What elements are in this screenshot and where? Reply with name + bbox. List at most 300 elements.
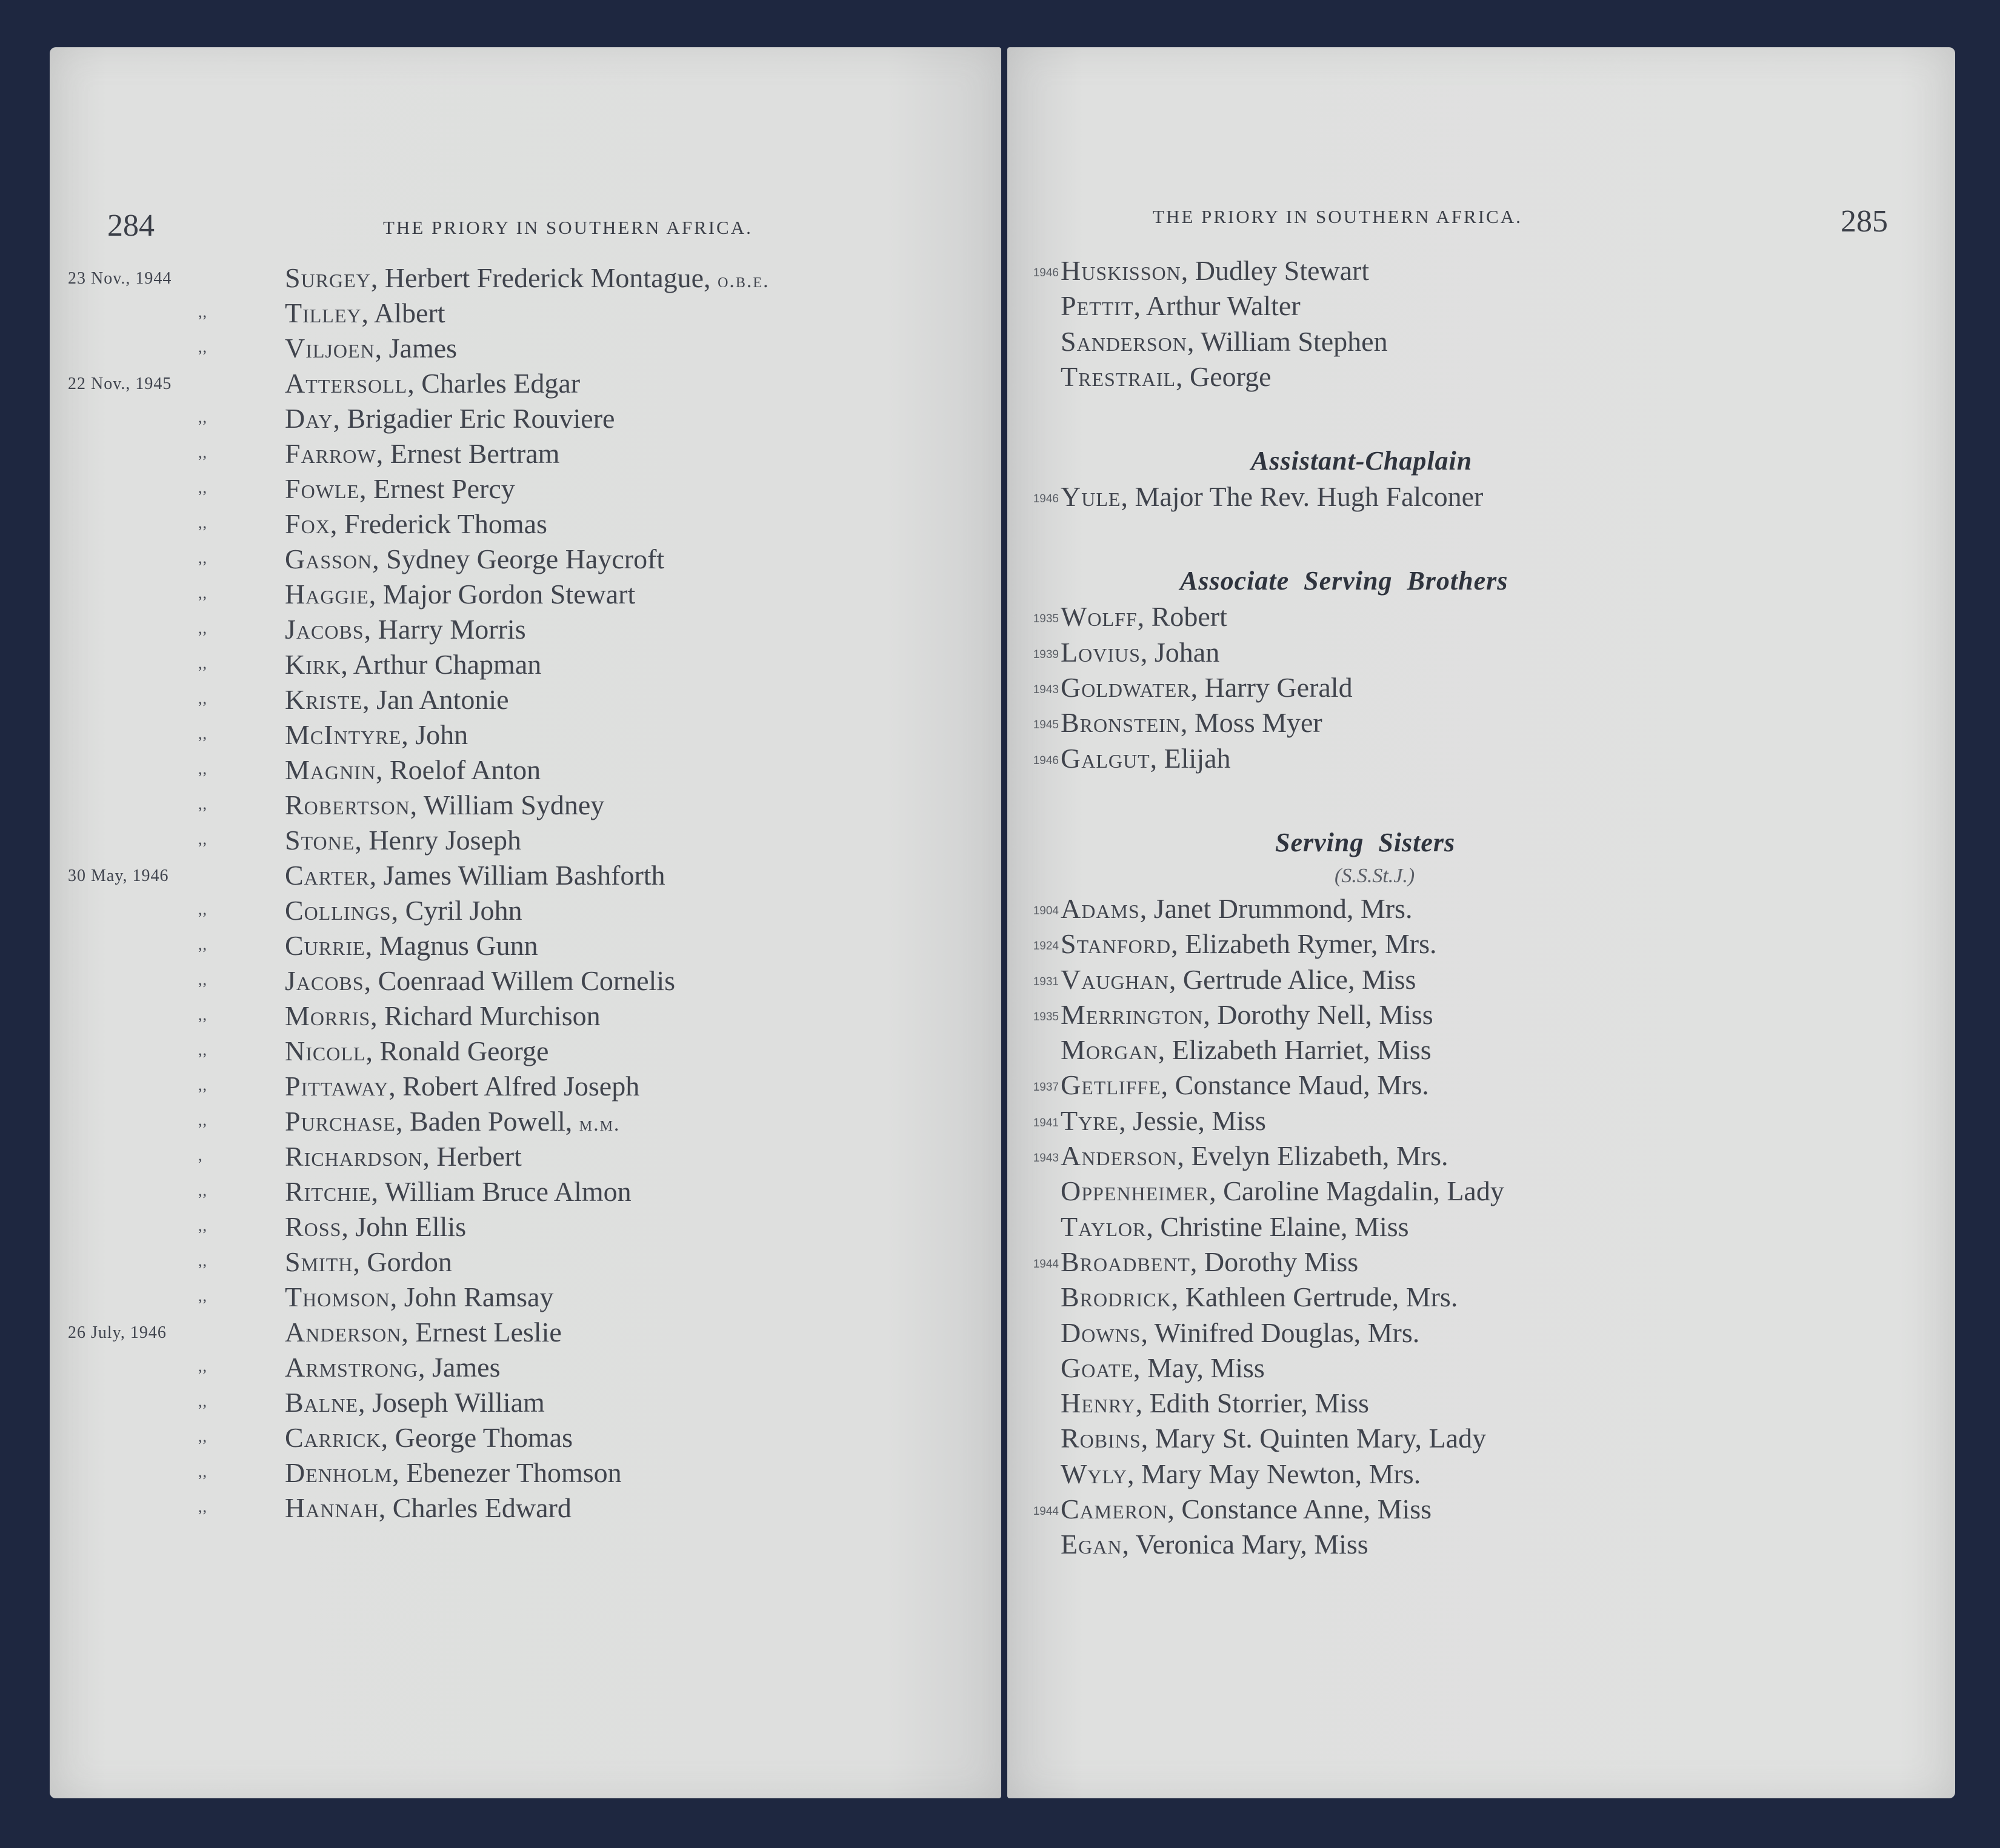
roll-entry [1007,324,1955,359]
ditto-mark: ,, [198,795,207,813]
entry-given-names: , May, Miss [1133,1352,1265,1383]
entry-given-names: , Cyril John [391,895,522,926]
entry-name [1061,928,1436,960]
entry-given-names: , Elizabeth Rymer, Mrs. [1171,928,1437,960]
entry-given-names: , Robert [1137,601,1227,633]
entry-name [1061,1458,1421,1490]
entry-surname: Armstrong [285,1352,419,1383]
entry-given-names: , Herbert Frederick Montague, [370,262,718,293]
entry-year: 1946 [1033,754,1059,767]
entry-given-names: , Veronica Mary, Miss [1122,1529,1368,1560]
roll-entry [1007,1527,1955,1562]
entry-name [1061,636,1219,668]
roll-entry [50,1139,1001,1174]
entry-name [285,859,665,891]
roll-entry [1007,891,1955,926]
entry-surname: Surgey [285,262,371,293]
entry-given-names: , James [375,333,458,364]
ditto-mark: ,, [198,549,207,567]
entry-name [285,297,445,329]
entry-given-names: , Christine Elaine, Miss [1146,1211,1409,1242]
entry-surname: Purchase [285,1106,396,1137]
running-head: THE PRIORY IN SOUTHERN AFRICA. [383,217,753,238]
entry-surname: Jacobs [285,614,364,645]
entry-given-names: , Arthur Chapman [341,649,542,680]
entry-name [1061,325,1388,357]
entry-date: 23 Nov., 1944 [68,269,172,288]
entry-name [285,1070,639,1102]
entry-name [285,1492,572,1524]
entry-given-names: , Charles Edward [378,1492,572,1523]
roll-entry [50,1455,1001,1491]
entry-given-names: , Elijah [1150,742,1231,774]
roll-entry [1007,1351,1955,1386]
entry-given-names: , James [418,1352,501,1383]
entry-year: 1946 [1033,267,1059,279]
entry-given-names: , Magnus Gunn [365,930,538,961]
section-heading [1007,551,1955,599]
entry-name [285,1316,562,1348]
left-page [50,47,1001,1798]
entry-given-names: , John Ramsay [390,1281,554,1312]
entry-surname: Attersoll [285,368,408,399]
entry-name [285,1175,632,1208]
entry-year: 1944 [1033,1257,1059,1271]
entry-given-names: , Mary May Newton, Mrs. [1127,1458,1421,1489]
entry-given-names: , Janet Drummond, Mrs. [1139,892,1413,924]
roll-entry [50,1315,1001,1350]
entry-surname: Yule [1061,481,1121,513]
entry-surname: Viljoen [285,333,375,364]
ditto-mark: ,, [198,444,207,461]
roll-entry [50,1245,1001,1280]
ditto-mark: ,, [198,1463,207,1480]
entry-year: 1943 [1033,1152,1059,1165]
entry-name [1061,963,1416,995]
entry-surname: Fowle [285,473,359,504]
entry-surname: Hannah [285,1492,379,1523]
entry-name [285,1211,466,1243]
ditto-mark: ,, [198,303,207,321]
entry-surname: Goldwater [1061,672,1191,703]
entry-given-names: , Ebenezer Thomson [392,1457,622,1488]
entry-surname: Getliffe [1061,1069,1161,1101]
entry-year: 1939 [1033,648,1059,661]
entry-surname: Cameron [1061,1494,1168,1525]
entry-name [1061,1034,1432,1066]
entry-given-names: , Constance Maud, Mrs. [1161,1069,1429,1101]
entry-name [1061,1140,1448,1172]
entry-surname: Jacobs [285,965,364,996]
roll-entry [1007,1032,1955,1068]
roll-entry [1007,997,1955,1032]
entry-given-names: , Mary St. Quinten Mary, Lady [1141,1423,1487,1454]
entry-surname: Balne [285,1387,358,1418]
entry-given-names: , William Sydney [410,789,605,820]
ditto-mark: ,, [198,936,207,953]
entry-given-names: , George [1176,361,1272,392]
ditto-mark: ,, [198,1287,207,1305]
entry-given-names: , Jessie, Miss [1119,1105,1266,1136]
entry-name [1061,1317,1419,1349]
roll-entry [1007,926,1955,962]
entry-given-names: , Joseph William [358,1387,545,1418]
entry-surname: Stone [285,825,355,856]
ditto-mark: ,, [198,514,207,531]
section-gap [1007,514,1955,551]
roll-list [1007,253,1955,1563]
entry-name [285,1457,622,1489]
entry-name [285,965,675,997]
entry-given-names: , Kathleen Gertrude, Mrs. [1171,1281,1458,1313]
entry-given-names: , Ernest Leslie [401,1317,562,1348]
entry-surname: Vaughan [1061,963,1169,995]
entry-surname: Adams [1061,892,1140,924]
ditto-mark: ,, [198,1498,207,1515]
entry-name [285,1351,500,1383]
ditto-mark: , [198,1146,203,1164]
entry-given-names: , Sydney George Haycroft [372,543,665,574]
entry-name [285,473,515,505]
entry-name [285,683,509,716]
entry-surname: Nicoll [285,1035,366,1066]
ditto-mark: ,, [198,760,207,777]
section-gap [1007,394,1955,431]
entry-year: 1935 [1033,613,1059,626]
roll-entry [50,577,1001,612]
entry-surname: Kirk [285,649,341,680]
ditto-mark: ,, [198,1357,207,1375]
entry-name [285,613,526,645]
entry-surname: Tyre [1061,1105,1119,1136]
ditto-mark: ,, [198,1252,207,1269]
entry-name [1061,1493,1432,1525]
roll-entry [1007,253,1955,288]
entry-given-names: , Frederick Thomas [330,508,547,539]
roll-entry [1007,359,1955,394]
roll-entry [50,717,1001,753]
entry-name [1061,1246,1358,1278]
entry-surname: Haggie [285,579,369,610]
entry-name [285,754,541,786]
entry-given-names: , Moss Myer [1180,707,1322,739]
entry-surname: Wyly [1061,1458,1127,1489]
entry-given-names: , Brigadier Eric Rouviere [333,403,615,434]
roll-entry [50,858,1001,893]
entry-name [285,402,615,434]
entry-given-names: , Jan Antonie [362,684,509,715]
roll-entry [1007,1138,1955,1174]
roll-entry [50,366,1001,401]
page-number: 285 [1841,204,1888,239]
entry-name [285,1105,620,1137]
roll-entry [1007,1068,1955,1103]
entry-surname: Morgan [1061,1034,1158,1066]
entry-year: 1944 [1033,1505,1059,1518]
entry-given-names: , Arthur Walter [1133,290,1301,322]
entry-given-names: , James William Bashforth [369,860,665,891]
entry-surname: Lovius [1061,636,1141,668]
entry-given-names: , Harry Gerald [1190,672,1353,703]
entry-name [285,1246,452,1278]
roll-entry [1007,1315,1955,1351]
right-page [1007,47,1955,1798]
entry-surname: Oppenheimer [1061,1175,1210,1207]
entry-surname: Richardson [285,1141,423,1172]
entry-year: 1924 [1033,940,1059,953]
entry-surname: Currie [285,930,365,961]
entry-name [285,1421,573,1454]
entry-name [1061,999,1433,1031]
ditto-mark: ,, [198,830,207,848]
entry-year: 1904 [1033,904,1059,917]
roll-entry [50,1104,1001,1139]
roll-entry [1007,741,1955,776]
entry-name [1061,290,1301,322]
running-head: THE PRIORY IN SOUTHERN AFRICA. [1153,206,1522,227]
section-heading [1007,431,1955,479]
roll-entry [1007,635,1955,670]
entry-name [285,262,770,294]
ditto-mark: ,, [198,1182,207,1199]
roll-entry [50,1069,1001,1104]
entry-name [285,332,457,364]
ditto-mark: ,, [198,1428,207,1445]
entry-surname: Ross [285,1211,342,1242]
entry-given-names: , John Ellis [341,1211,467,1242]
roll-entry [50,1280,1001,1315]
entry-given-names: , George Thomas [381,1422,573,1453]
entry-name [285,719,468,751]
entry-given-names: , Coenraad Willem Cornelis [364,965,676,996]
entry-name [1061,254,1369,287]
entry-name [285,437,559,470]
ditto-mark: ,, [198,1076,207,1094]
entry-surname: McIntyre [285,719,402,750]
entry-surname: Gasson [285,543,373,574]
roll-entry [1007,1174,1955,1209]
roll-entry [50,682,1001,717]
entry-given-names: , Henry Joseph [355,825,522,856]
ditto-mark: ,, [198,971,207,988]
roll-entry [50,612,1001,647]
roll-entry [50,1209,1001,1245]
entry-name [285,578,635,610]
roll-entry [1007,1209,1955,1245]
entry-given-names: , Ernest Percy [359,473,515,504]
entry-surname: Tilley [285,297,362,328]
entry-surname: Galgut [1061,742,1150,774]
entry-name [285,1000,601,1032]
entry-name [1061,1281,1458,1313]
entry-surname: Wolff [1061,601,1138,633]
entry-surname: Pittaway [285,1071,389,1102]
entry-surname: Carter [285,860,370,891]
page-number: 284 [107,208,155,243]
entry-surname: Robins [1061,1423,1141,1454]
ditto-mark: ,, [198,654,207,672]
entry-given-names: , Albert [361,297,445,328]
entry-given-names: , Roelof Anton [376,754,541,785]
entry-given-names: , Ronald George [365,1035,549,1066]
roll-list [50,261,1001,1526]
entry-surname: Kriste [285,684,363,715]
entry-year: 1931 [1033,975,1059,988]
roll-entry [1007,670,1955,705]
entry-given-names: , Dorothy Nell, Miss [1203,999,1433,1030]
roll-entry [50,507,1001,542]
entry-surname: Robertson [285,789,410,820]
entry-given-names: , Baden Powell, [395,1106,579,1137]
entry-name [285,508,547,540]
roll-entry [50,436,1001,471]
roll-entry [50,928,1001,963]
roll-entry [1007,962,1955,997]
ditto-mark: ,, [198,619,207,637]
entry-given-names: , William Stephen [1187,325,1388,357]
roll-entry [50,1034,1001,1069]
section-subheading [1007,861,1955,891]
roll-entry [50,471,1001,507]
entry-name [285,789,604,821]
entry-year: 1941 [1033,1116,1059,1129]
entry-name [1061,1387,1369,1419]
entry-surname: Merrington [1061,999,1204,1030]
section-subheading-text: (S.S.St.J.) [1335,864,1415,887]
roll-entry [50,542,1001,577]
entry-given-names: , John [401,719,468,750]
entry-given-names: , Gertrude Alice, Miss [1168,963,1416,995]
roll-entry [50,296,1001,331]
entry-name [1061,671,1353,703]
entry-given-names: , Harry Morris [364,614,526,645]
entry-year: 1945 [1033,719,1059,732]
entry-surname: Stanford [1061,928,1172,960]
entry-surname: Smith [285,1246,353,1277]
entry-name [285,367,580,399]
roll-entry [1007,1245,1955,1280]
roll-entry [1007,1103,1955,1138]
entry-surname: Trestrail [1061,361,1176,392]
roll-entry [50,1385,1001,1420]
entry-surname: Denholm [285,1457,393,1488]
ditto-mark: ,, [198,1041,207,1059]
entry-name [1061,600,1227,633]
entry-given-names: , Evelyn Elizabeth, Mrs. [1177,1140,1448,1172]
roll-entry [1007,479,1955,514]
entry-date: 26 July, 1946 [68,1323,167,1342]
entry-surname: Thomson [285,1281,390,1312]
entry-given-names: , Caroline Magdalin, Lady [1209,1175,1504,1207]
entry-date: 30 May, 1946 [68,866,169,885]
entry-given-names: , Winifred Douglas, Mrs. [1141,1317,1420,1348]
entry-name [1061,1422,1486,1454]
entry-surname: Bronstein [1061,707,1181,739]
ditto-mark: ,, [198,338,207,356]
entry-given-names: , Major Gordon Stewart [368,579,636,610]
entry-surname: Broadbent [1061,1246,1190,1277]
entry-given-names: , Elizabeth Harriet, Miss [1158,1034,1432,1066]
entry-name [285,1386,545,1418]
roll-entry [1007,1280,1955,1315]
roll-entry [50,1491,1001,1526]
entry-name [1061,742,1231,774]
entry-surname: Carrick [285,1422,381,1453]
ditto-mark: ,, [198,725,207,742]
entry-given-names: , William Bruce Almon [371,1176,632,1207]
entry-surname: Farrow [285,438,376,469]
entry-surname: Ritchie [285,1176,372,1207]
ditto-mark: ,, [198,584,207,602]
entry-name [1061,1105,1266,1137]
ditto-mark: ,, [198,690,207,707]
entry-given-names: , Dudley Stewart [1181,255,1370,286]
ditto-mark: ,, [198,1392,207,1410]
entry-name [1061,1211,1409,1243]
section-heading-text: Associate Serving Brothers [1180,566,1508,596]
section-gap [1007,776,1955,813]
ditto-mark: ,, [198,479,207,496]
entry-surname: Egan [1061,1529,1122,1560]
entry-name [1061,1069,1429,1101]
ditto-mark: ,, [198,1217,207,1234]
entry-name [1061,1175,1504,1207]
entry-given-names: , Johan [1140,636,1220,668]
roll-entry [1007,1492,1955,1527]
entry-name [285,648,541,680]
entry-surname: Anderson [285,1317,402,1348]
entry-name [285,1035,548,1067]
entry-name [1061,361,1272,393]
entry-given-names: , Richard Murchison [370,1000,601,1031]
ditto-mark: ,, [198,1006,207,1023]
entry-name [1061,1528,1368,1560]
entry-surname: Morris [285,1000,371,1031]
entry-year: 1943 [1033,683,1059,697]
entry-name [285,929,538,962]
roll-entry [1007,599,1955,634]
ditto-mark: ,, [198,408,207,426]
roll-entry [50,788,1001,823]
entry-surname: Brodrick [1061,1281,1172,1313]
entry-name [285,894,522,926]
entry-surname: Collings [285,895,392,926]
roll-entry [50,823,1001,858]
section-heading-text: Assistant-Chaplain [1251,446,1473,476]
entry-given-names: , Dorothy Miss [1190,1246,1359,1277]
roll-entry [50,1420,1001,1455]
roll-entry [50,261,1001,296]
entry-surname: Huskisson [1061,255,1181,286]
entry-name [285,1140,522,1172]
section-heading-text: Serving Sisters [1275,827,1456,857]
entry-given-names: , Ernest Bertram [376,438,560,469]
ditto-mark: ,, [198,1111,207,1129]
ditto-mark: ,, [198,900,207,918]
entry-surname: Sanderson [1061,325,1187,357]
entry-surname: Goate [1061,1352,1133,1383]
entry-name [1061,706,1322,739]
roll-entry [50,331,1001,366]
entry-year: 1937 [1033,1081,1059,1094]
entry-given-names: , Gordon [353,1246,452,1277]
roll-entry [50,999,1001,1034]
entry-surname: Henry [1061,1388,1136,1419]
roll-entry [1007,1457,1955,1492]
roll-entry [1007,705,1955,740]
entry-surname: Day [285,403,333,434]
roll-entry [50,753,1001,788]
